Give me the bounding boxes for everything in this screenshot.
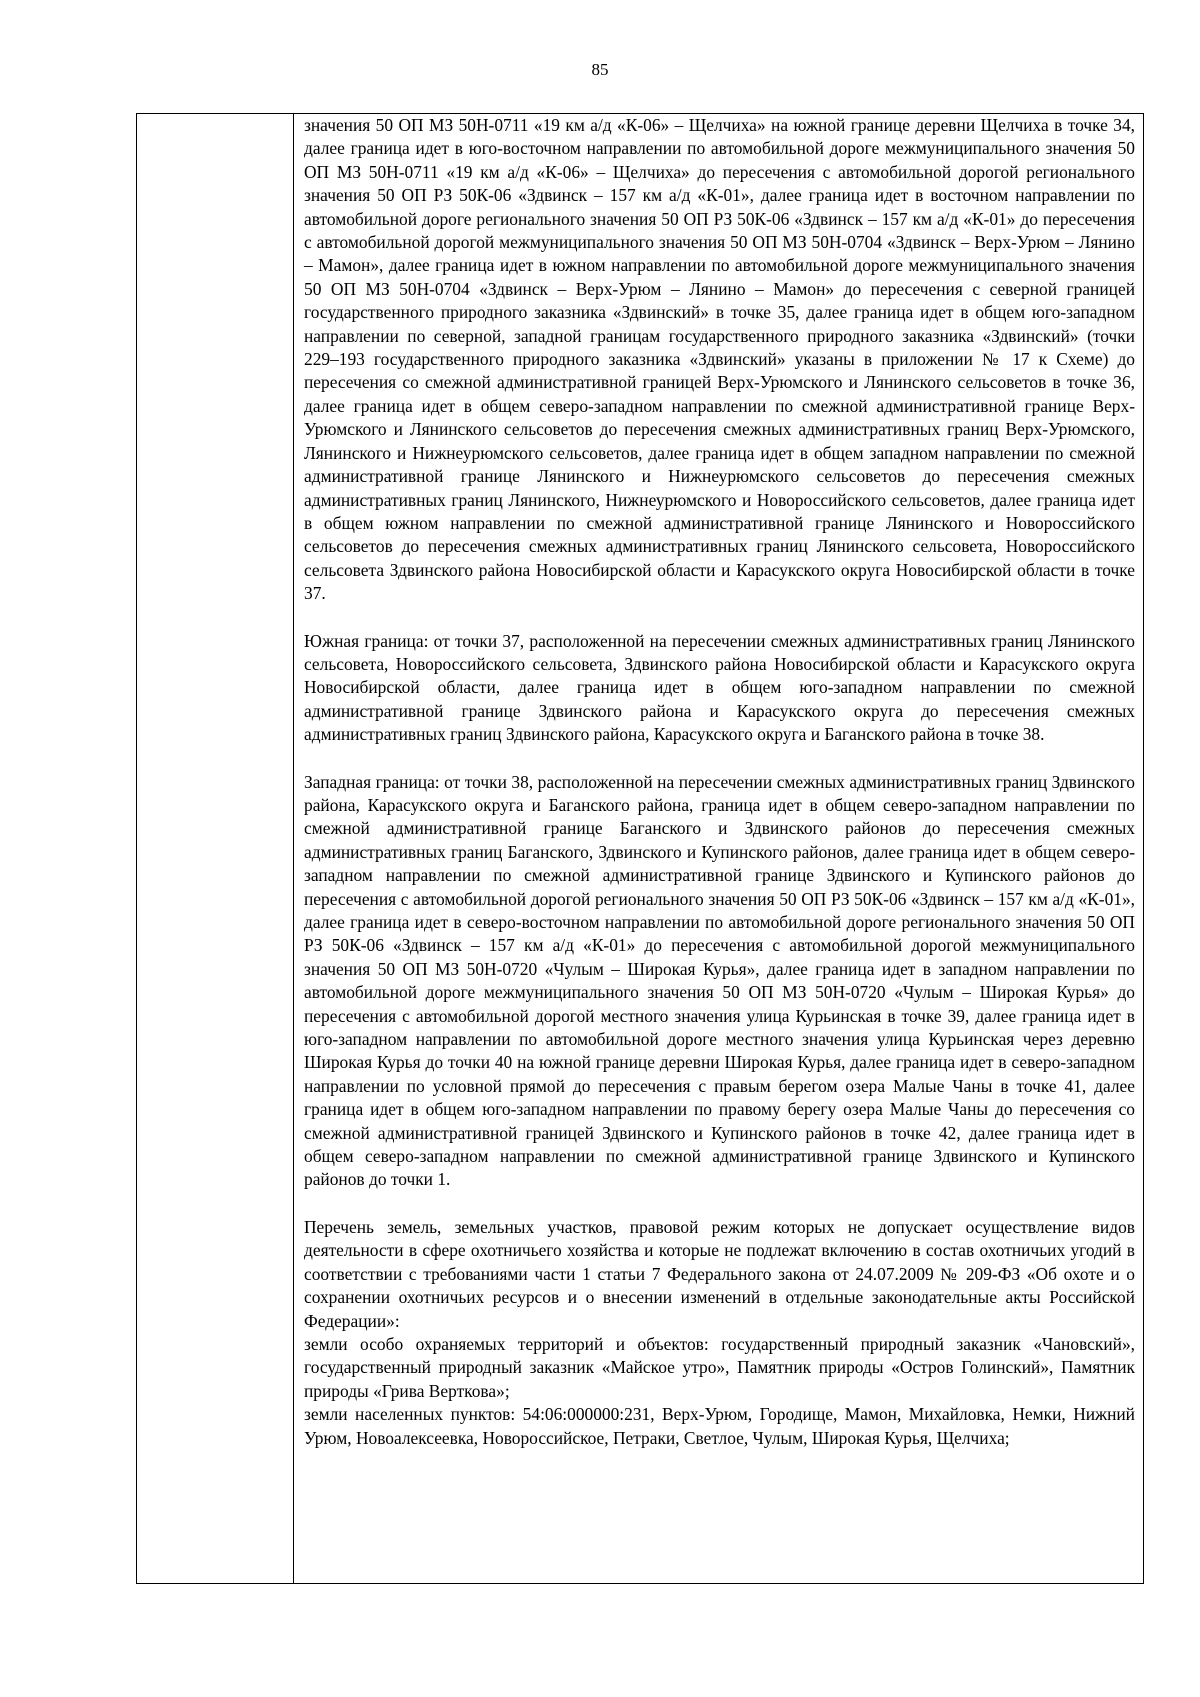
document-table xyxy=(136,113,1144,1584)
paragraph-southern-boundary: Южная граница: от точки 37, расположенной на пересечении смежных административных границ Лянинского сельсовета, Новороссийского сельсовета, Здвинского района Новосибирской области и Карасукского округа Новосибирской области, далее граница идет в общем юго-западном направлении по смежной административной границе Здвинского района и Карасукского округа до пересечения смежных административных границ Здвинского района, Карасукского округа и Баганского района в точке 38. xyxy=(304,630,1135,745)
paragraph-western-boundary: Западная граница: от точки 38, расположенной на пересечении смежных административных границ Здвинского района, Карасукского округа и Баганского района, граница идет в общем северо-западном направлении по смежной административной границе Баганского и Здвинского районов до пересечения смежных административных границ Баганского, Здвинского и Купинского районов, далее граница идет в общем северо-западном направлении по смежной административной границе Здвинского и Купинского районов до пересечения с автомобильной дорогой регионального значения 50 ОП РЗ 50К-06 «Здвинск – 157 км а/д «К-01», далее граница идет в северо-восточном направлении по автомобильной дороге регионального значения 50 ОП РЗ 50К-06 «Здвинск – 157 км а/д «К-01» до пересечения с автомобильной дорогой межмуниципального значения 50 ОП МЗ 50Н-0720 «Чулым – Широкая Курья», далее граница идет в западном направлении по автомобильной дороге межмуниципального значения 50 ОП МЗ 50Н-0720 «Чулым – Широкая Курья» до пересечения с автомобильной дорогой местного значения улица Курьинская в точке 39, далее граница идет в юго-западном направлении по автомобильной дороге местного значения улица Курьинская через деревню Широкая Курья до точки 40 на южной границе деревни Широкая Курья, далее граница идет в северо-западном направлении по условной прямой до пересечения с правым берегом озера Малые Чаны в точке 41, далее граница идет в общем юго-западном направлении по правому берегу озера Малые Чаны до пересечения со смежной административной границей Здвинского и Купинского районов в точке 42, далее граница идет в общем северо-западном направлении по смежной административной границе Здвинского и Купинского районов до точки 1. xyxy=(304,771,1135,1190)
table-left-column xyxy=(137,114,294,1583)
paragraph-boundary-continuation: значения 50 ОП МЗ 50Н-0711 «19 км а/д «К-06» – Щелчиха» на южной границе деревни Щелчиха в точке 34, далее граница идет в юго-восточном направлении по автомобильной дороге межмуниципального значения 50 ОП МЗ 50Н-0711 «19 км а/д «К-06» – Щелчиха» до пересечения с автомобильной дорогой регионального значения 50 ОП РЗ 50К-06 «Здвинск – 157 км а/д «К-01», далее граница идет в восточном направлении по автомобильной дороге регионального значения 50 ОП РЗ 50К-06 «Здвинск – 157 км а/д «К-01» до пересечения с автомобильной дорогой межмуниципального значения 50 ОП МЗ 50Н-0704 «Здвинск – Верх-Урюм – Лянино – Мамон», далее граница идет в южном направлении по автомобильной дороге межмуниципального значения 50 ОП МЗ 50Н-0704 «Здвинск – Верх-Урюм – Лянино – Мамон» до пересечения с северной границей государственного природного заказника «Здвинский» в точке 35, далее граница идет в общем юго-западном направлении по северной, западной границам государственного природного заказника «Здвинский» (точки 229–193 государственного природного заказника «Здвинский» указаны в приложении № 17 к Схеме) до пересечения со смежной административной границей Верх-Урюмского и Лянинского сельсоветов в точке 36, далее граница идет в общем северо-западном направлении по смежной административной границе Верх-Урюмского и Лянинского сельсоветов до пересечения смежных административных границ Верх-Урюмского, Лянинского и Нижнеурюмского сельсоветов, далее граница идет в общем западном направлении по смежной административной границе Лянинского и Нижнеурюмского сельсоветов до пересечения смежных административных границ Лянинского, Нижнеурюмского и Новороссийского сельсоветов, далее граница идет в общем южном направлении по смежной административной границе Лянинского и Новороссийского сельсоветов до пересечения смежных административных границ Лянинского сельсовета, Новороссийского сельсовета Здвинского района Новосибирской области и Карасукского округа Новосибирской области в точке 37. xyxy=(304,115,1135,604)
table-right-column xyxy=(294,114,1143,1583)
paragraph-excluded-lands-intro: Перечень земель, земельных участков, правовой режим которых не допускает осуществление видов деятельности в сфере охотничьего хозяйства и которые не подлежат включению в состав охотничьих угодий в соответствии с требованиями части 1 статьи 7 Федерального закона от 24.07.2009 № 209-ФЗ «Об охоте и о сохранении охотничьих ресурсов и о внесении изменений в отдельные законодательные акты Российской Федерации»: xyxy=(304,1216,1135,1331)
paragraph-protected-lands: земли особо охраняемых территорий и объектов: государственный природный заказник «Чановский», государственный природный заказник «Майское утро», Памятник природы «Остров Голинский», Памятник природы «Грива Верткова»; xyxy=(304,1333,1135,1401)
page-number: 85 xyxy=(591,60,609,79)
paragraph-settlement-lands: земли населенных пунктов: 54:06:000000:231, Верх-Урюм, Городище, Мамон, Михайловка, Немки, Нижний Урюм, Новоалексеевка, Новороссийское, Петраки, Светлое, Чулым, Широкая Курья, Щелчиха; xyxy=(304,1404,1135,1448)
